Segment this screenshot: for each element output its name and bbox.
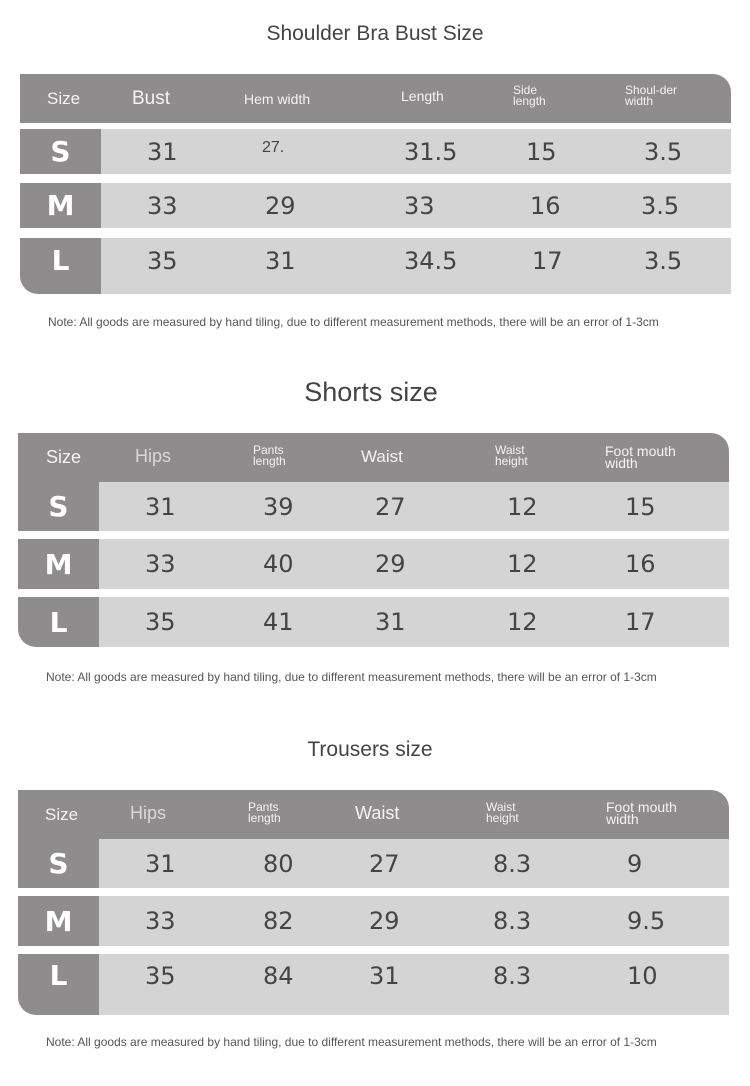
cell-hem-width: 31 — [265, 247, 296, 275]
size-label: L — [18, 597, 99, 647]
header-hips: Hips — [135, 446, 172, 466]
cell-shoulder-width: 3.5 — [641, 191, 680, 220]
cell-bust: 35 — [147, 247, 178, 275]
section-title-bra: Shoulder Bra Bust Size — [266, 22, 484, 45]
table-row — [20, 238, 731, 294]
cell-hem-width: 29 — [265, 191, 296, 220]
cell-foot-mouth-width: 15 — [625, 492, 656, 521]
cell-hips: 35 — [145, 962, 176, 990]
row-cells — [99, 896, 729, 946]
cell-hips: 31 — [145, 492, 176, 521]
cell-pants-length: 39 — [263, 492, 294, 521]
cell-waist-height: 12 — [507, 608, 538, 636]
size-label: M — [20, 183, 101, 228]
cell-side-length: 16 — [530, 191, 561, 220]
size-label: S — [18, 482, 99, 531]
header-shoulder-width: Shoul-der width — [625, 83, 678, 108]
cell-waist: 29 — [369, 907, 400, 935]
cell-hem-width: 27. — [262, 139, 285, 156]
header-pants-length: Pants length — [248, 800, 281, 825]
row-cells — [101, 238, 731, 294]
header-waist-height: Waist height — [495, 443, 528, 468]
cell-foot-mouth-width: 17 — [625, 608, 656, 636]
row-cells — [101, 183, 731, 228]
row-cells — [99, 597, 729, 647]
cell-waist: 27 — [369, 849, 400, 878]
row-cells — [99, 539, 729, 589]
table-row — [20, 183, 731, 228]
header-size: Size — [45, 805, 79, 824]
cell-hips: 35 — [145, 608, 176, 636]
header-waist: Waist — [361, 447, 403, 466]
header-foot-mouth-width: Foot mouth width — [605, 443, 676, 471]
cell-bust: 31 — [147, 137, 178, 166]
size-label: L — [20, 238, 101, 294]
size-label: L — [18, 954, 99, 1015]
cell-pants-length: 82 — [263, 907, 294, 935]
cell-foot-mouth-width: 9 — [627, 849, 643, 878]
cell-length: 31.5 — [404, 137, 458, 166]
cell-foot-mouth-width: 16 — [625, 550, 656, 578]
size-label: S — [20, 129, 101, 174]
header-pants-length: Pants length — [253, 443, 286, 468]
cell-shoulder-width: 3.5 — [644, 247, 683, 275]
size-label: M — [18, 896, 99, 946]
cell-waist-height: 12 — [507, 550, 538, 578]
cell-waist: 31 — [375, 608, 406, 636]
cell-waist-height: 8.3 — [493, 962, 532, 990]
header-waist: Waist — [355, 803, 400, 823]
header-length: Length — [401, 88, 444, 104]
table-header-trousers — [18, 790, 729, 839]
cell-foot-mouth-width: 10 — [627, 962, 658, 990]
cell-length: 34.5 — [404, 247, 458, 275]
section-title-trousers: Trousers size — [307, 738, 433, 761]
measurement-note: Note: All goods are measured by hand tiling, due to different measurement methods, there will be an error of 1-3cm — [46, 1035, 657, 1049]
header-hips: Hips — [130, 803, 167, 823]
cell-hips: 33 — [145, 550, 176, 578]
cell-hips: 33 — [145, 907, 176, 935]
row-cells — [99, 839, 729, 888]
cell-side-length: 15 — [526, 137, 557, 166]
cell-foot-mouth-width: 9.5 — [627, 907, 666, 935]
cell-length: 33 — [404, 191, 435, 220]
cell-side-length: 17 — [532, 247, 563, 275]
header-hem-width: Hem width — [244, 91, 311, 107]
cell-pants-length: 80 — [263, 849, 294, 878]
header-bust: Bust — [132, 88, 171, 109]
cell-pants-length: 84 — [263, 962, 294, 990]
cell-waist: 27 — [375, 492, 406, 521]
cell-waist: 31 — [369, 962, 400, 990]
header-size: Size — [46, 447, 82, 467]
table-row — [18, 539, 729, 589]
table-row — [18, 896, 729, 946]
table-row — [18, 597, 729, 647]
table-row — [18, 839, 729, 888]
table-header-bra — [20, 74, 731, 123]
table-row — [20, 129, 731, 174]
header-side-length: Side length — [513, 83, 546, 108]
section-title-shorts: Shorts size — [304, 377, 438, 407]
measurement-note: Note: All goods are measured by hand tiling, due to different measurement methods, there will be an error of 1-3cm — [46, 670, 657, 684]
row-cells — [99, 954, 729, 1015]
cell-waist-height: 8.3 — [493, 849, 532, 878]
measurement-note: Note: All goods are measured by hand tiling, due to different measurement methods, there will be an error of 1-3cm — [48, 315, 659, 329]
size-label: M — [18, 539, 99, 589]
cell-pants-length: 40 — [263, 550, 294, 578]
cell-shoulder-width: 3.5 — [644, 137, 683, 166]
cell-waist-height: 12 — [507, 492, 538, 521]
cell-pants-length: 41 — [263, 608, 294, 636]
row-cells — [101, 129, 731, 174]
size-label: S — [18, 839, 99, 888]
cell-bust: 33 — [147, 191, 178, 220]
header-waist-height: Waist height — [486, 800, 519, 825]
cell-hips: 31 — [145, 849, 176, 878]
cell-waist: 29 — [375, 550, 406, 578]
cell-waist-height: 8.3 — [493, 907, 532, 935]
table-header-shorts — [18, 433, 729, 482]
table-row — [18, 954, 729, 1015]
header-foot-mouth-width: Foot mouth width — [606, 799, 677, 827]
header-size: Size — [47, 89, 81, 108]
table-row — [18, 482, 729, 531]
row-cells — [99, 482, 729, 531]
